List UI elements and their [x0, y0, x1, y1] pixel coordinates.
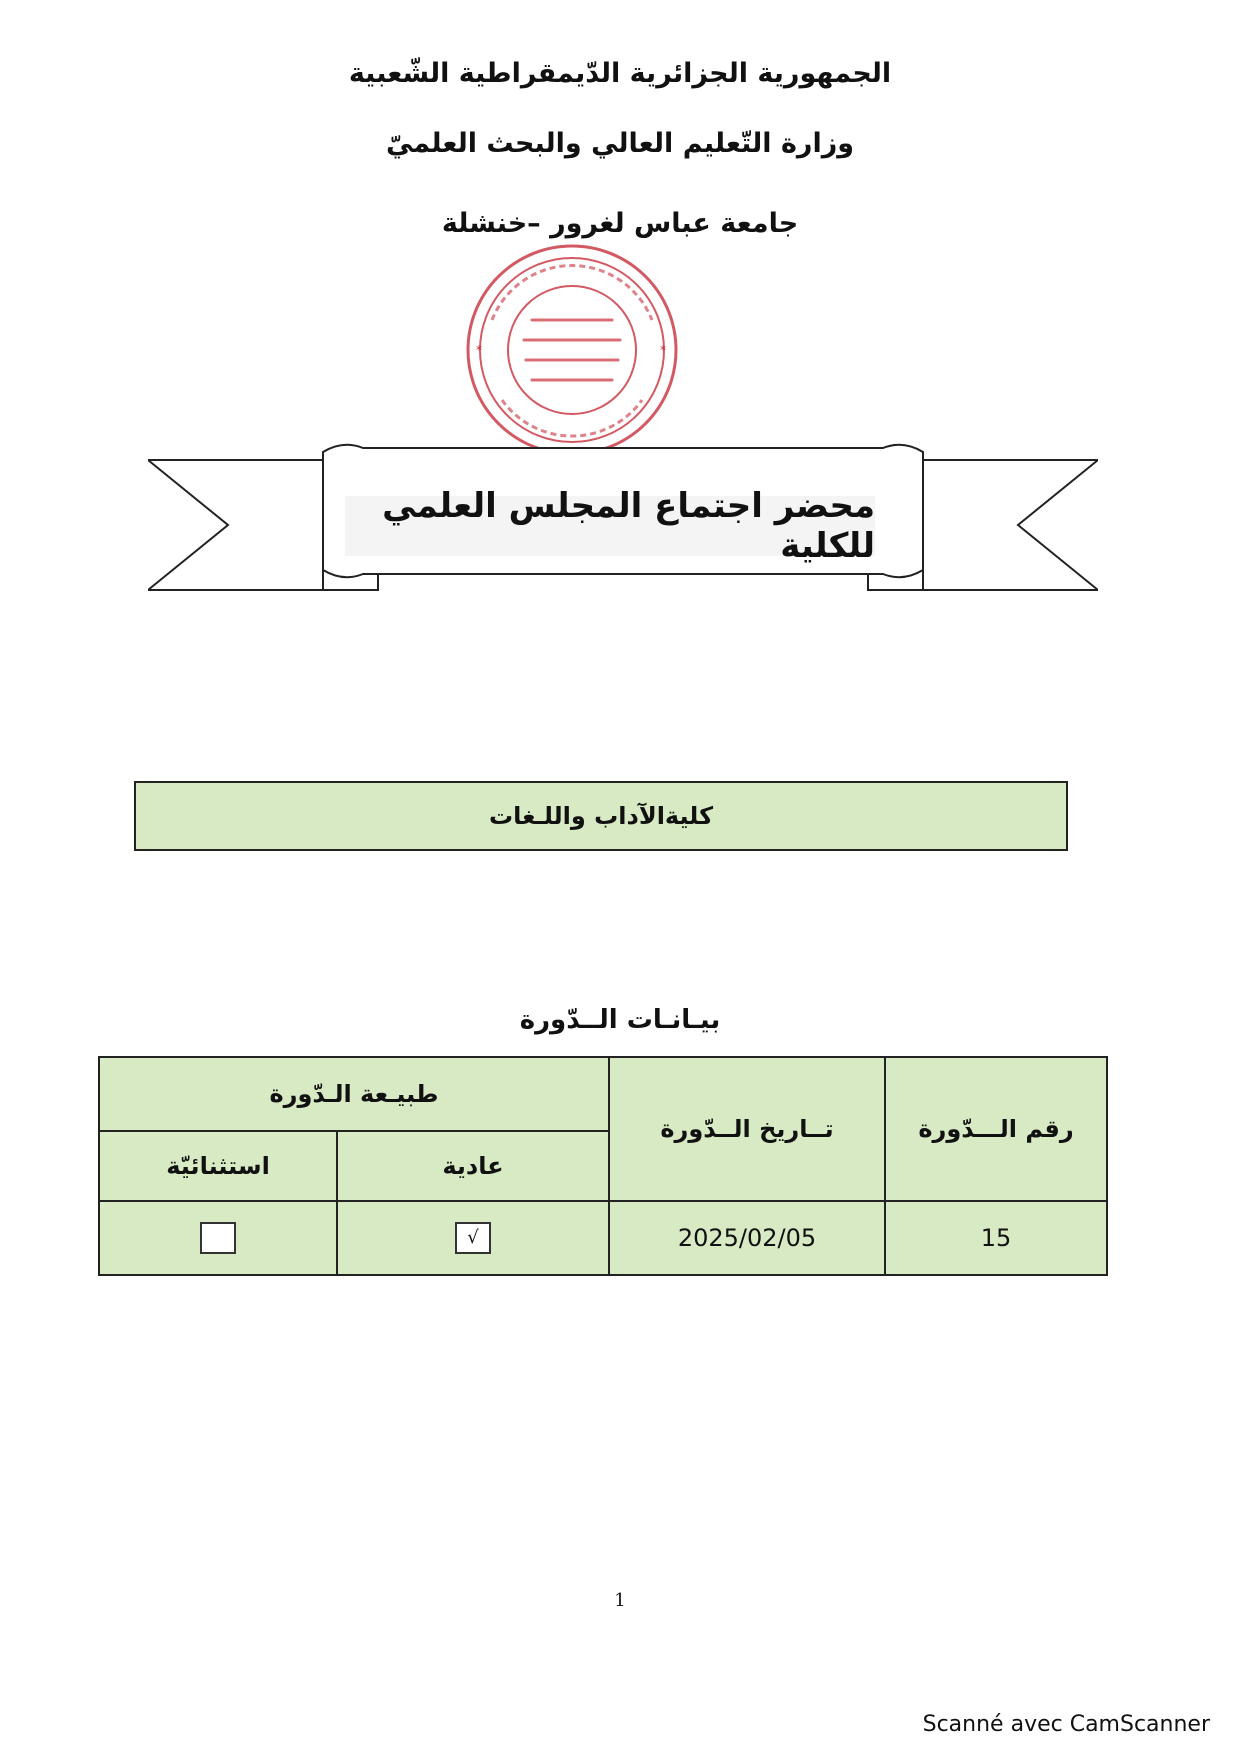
university-title: جامعة عباس لغرور –خنشلة — [441, 208, 799, 239]
regular-cell — [337, 1201, 609, 1275]
faculty-name: كليةالآداب واللـغات — [488, 802, 714, 830]
header-exceptional: استثنائيّة — [99, 1131, 337, 1201]
header-session-number: رقم الـــدّورة — [885, 1057, 1107, 1201]
ministry-title: وزارة التّعليم العالي والبحث العلميّ — [385, 128, 855, 159]
session-date-value: 2025/02/05 — [609, 1201, 885, 1275]
table-header-row — [99, 1057, 1107, 1131]
svg-text:*: * — [476, 343, 482, 357]
header-session-date: تــاريخ الــدّورة — [609, 1057, 885, 1201]
republic-title: الجمهورية الجزائرية الدّيمقراطية الشّعبية — [348, 58, 892, 89]
regular-checkbox[interactable]: √ — [455, 1222, 491, 1254]
page-number: 1 — [614, 1590, 626, 1611]
minutes-title: محضر اجتماع المجلس العلمي للكلية — [345, 496, 875, 556]
exceptional-cell — [99, 1201, 337, 1275]
faculty-name-box — [134, 781, 1068, 851]
table-row — [99, 1201, 1107, 1275]
header-regular: عادية — [337, 1131, 609, 1201]
session-number-value: 15 — [885, 1201, 1107, 1275]
exceptional-checkbox[interactable] — [200, 1222, 236, 1254]
session-data-heading: بيـانـات الــدّورة — [519, 1005, 721, 1035]
official-stamp — [462, 240, 682, 460]
session-table — [98, 1056, 1108, 1276]
scanner-watermark: Scanné avec CamScanner — [922, 1712, 1210, 1737]
svg-text:*: * — [660, 343, 666, 357]
header-session-type: طبيـعة الـدّورة — [99, 1057, 609, 1131]
